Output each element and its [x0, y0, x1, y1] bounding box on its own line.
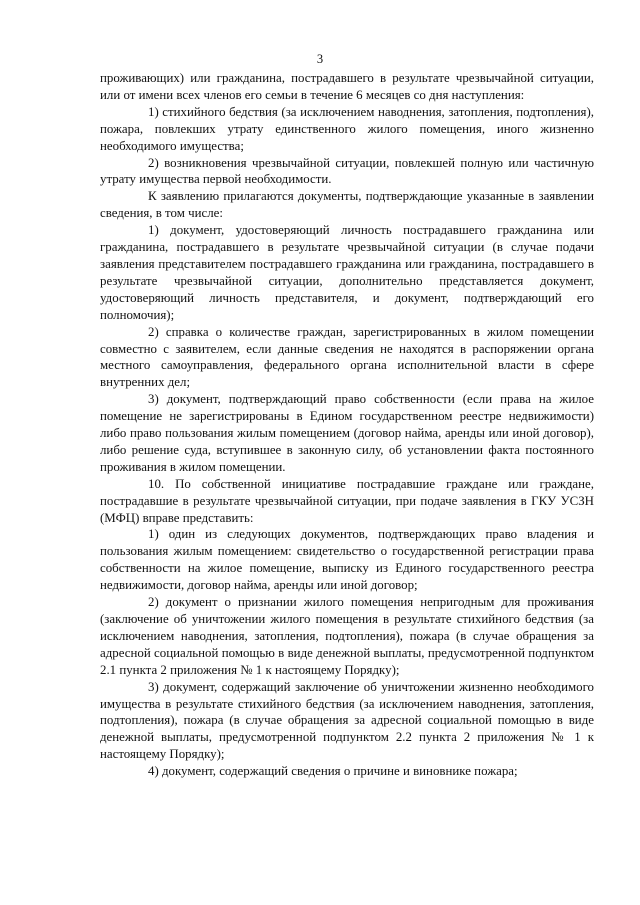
- list-item-unfit-housing: 2) документ о признании жилого помещения непригодным для проживания (заключение об уничтожении жилого помещения в результате стихийного бедствия (за исключением наводнения, затопления, подтопления), пожара (в случае обращения за адресной социальной помощью в виде денежной выплаты, предусмотренной подпунктом 2.1 пункта 2 приложения № 1 к настоящему Порядку);: [100, 595, 594, 677]
- list-item-registration-certificate: 2) справка о количестве граждан, зарегистрированных в жилом помещении совместно с заявителем, если данные сведения не находятся в распоряжении органа местного самоуправления, федерального органа исполнительной власти в сфере внутренних дел;: [100, 324, 594, 390]
- paragraph-attached-documents: К заявлению прилагаются документы, подтверждающие указанные в заявлении сведения, в том числе:: [100, 189, 594, 221]
- list-item-natural-disaster: 1) стихийного бедствия (за исключением наводнения, затопления, подтопления), пожара, повлекших утрату единственного жилого помещения, иного жизненно необходимого имущества;: [100, 104, 594, 153]
- list-item-property-destruction: 3) документ, содержащий заключение об уничтожении жизненно необходимого имущества в результате стихийного бедствия (за исключением наводнения, затопления, подтопления), пожара (в случае обращения за адресной социальной помощью в виде денежной выплаты, предусмотренной подпунктом 2.2 пункта 2 приложения № 1 к настоящему Порядку);: [100, 679, 594, 762]
- list-item-identity-document: 1) документ, удостоверяющий личность пострадавшего гражданина или гражданина, пострадавшего в результате чрезвычайной ситуации (в случае подачи заявления представителем пострадавшего гражданина или гражданина, пострадавшего в результате чрезвычайной ситуации, дополнительно представляется документ, удостоверяющий личность представителя, и документ, подтверждающий его полномочия);: [100, 223, 594, 322]
- list-item-fire-cause: 4) документ, содержащий сведения о причине и виновнике пожара;: [148, 764, 518, 779]
- list-item-emergency: 2) возникновения чрезвычайной ситуации, повлекшей полную или частичную утрату имущества первой необходимости.: [100, 155, 594, 187]
- list-item-ownership-document: 3) документ, подтверждающий право собственности (если права на жилое помещение не зарегистрированы в Едином государственном реестре недвижимости) либо право пользования жилым помещением (договор найма, аренды или иной договор), либо решение суда, вступившее в законную силу, об установлении факта постоянного проживания в жилом помещении.: [100, 392, 594, 474]
- paragraph-section-10: 10. По собственной инициативе пострадавшие граждане или граждане, пострадавшие в результате чрезвычайной ситуации, при подаче заявления в ГКУ УСЗН (МФЦ) вправе представить:: [100, 476, 594, 525]
- paragraph-continuation: проживающих) или гражданина, пострадавшего в результате чрезвычайной ситуации, или от имени всех членов его семьи в течение 6 месяцев со дня наступления:: [100, 71, 594, 102]
- list-item-ownership-rights: 1) один из следующих документов, подтверждающих право владения и пользования жилым помещением: свидетельство о государственной регистрации права собственности на жилое помещение, выписку из Единого государственного реестра недвижимости, договор найма, аренды или иной договор;: [100, 527, 594, 593]
- page-number: 3: [316, 52, 324, 66]
- document-body: [100, 70, 594, 780]
